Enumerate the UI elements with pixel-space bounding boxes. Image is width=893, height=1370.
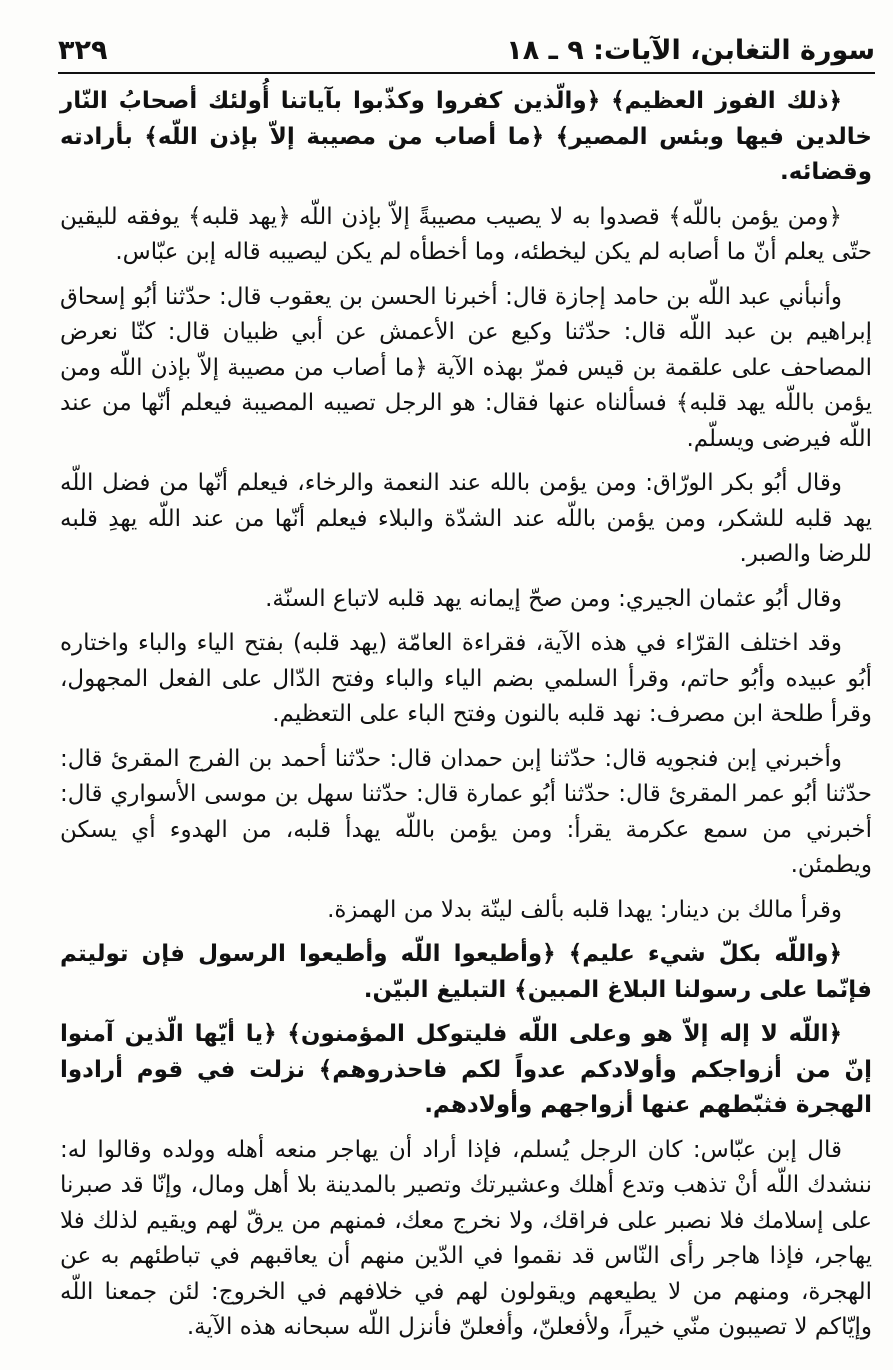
paragraph: وأنبأني عبد اللّه بن حامد إجازة قال: أخبرنا الحسن بن يعقوب قال: حدّثنا أبُو إسحاق إبراهيم بن عبد اللّه قال: حدّثنا وكيع عن الأعمش عن أبي ظبيان قال: كنّا نعرض المصاحف على علقمة بن قيس فمرّ بهذه الآية ﴿ما أصاب من مصيبة إلاّ بإذن اللّه ومن يؤمن باللّه يهد قلبه﴾ فسألناه عنها فقال: هو الرجل تصيبه المصيبة فيعلم أنّها من عند اللّه فيرضى ويسلّم. — [60, 283, 872, 452]
paragraph: وقال أبُو بكر الورّاق: ومن يؤمن بالله عند النعمة والرخاء، فيعلم أنّها من فضل اللّه يهد قلبه للشكر، ومن يؤمن باللّه عند الشدّة والبلاء فيعلم أنّها من عند اللّه يهدِ قلبه للرضا والصبر. — [60, 470, 872, 567]
paragraph: ﴿اللّه لا إله إلاّ هو وعلى اللّه فليتوكل المؤمنون﴾ ﴿يا أيّها الّذين آمنوا إنّ من أزواجكم وأولادكم عدواً لكم فاحذروهم﴾ نزلت في قوم أرادوا الهجرة فثبّطهم عنها أزواجهم وأولادهم. — [60, 1021, 872, 1118]
paragraph: وقرأ مالك بن دينار: يهدا قلبه بألف لينّة بدلا من الهمزة. — [327, 896, 842, 923]
page-number: ٣٢٩ — [58, 34, 108, 66]
paragraph: ﴿ومن يؤمن باللّه﴾ قصدوا به لا يصيب مصيبةً إلاّ بإذن اللّه ﴿يهد قلبه﴾ يوفقه لليقين حتّى يعلم أنّ ما أصابه لم يكن ليخطئه، وما أخطأه لم يكن ليصيبه قاله إبن عبّاس. — [60, 203, 872, 265]
paragraph: وقد اختلف القرّاء في هذه الآية، فقراءة العامّة (يهد قلبه) بفتح الياء والباء واختاره أبُو عبيده وأبُو حاتم، وقرأ السلمي بضم الياء والباء وفتح الدّال على الفعل المجهول، وقرأ طلحة ابن مصرف: نهد قلبه بالنون وفتح الباء على التعظيم. — [60, 630, 872, 727]
page-header — [58, 30, 875, 70]
paragraph: ﴿ذلك الفوز العظيم﴾ ﴿والّذين كفروا وكذّبوا بآياتنا أُولئك أصحابُ النّار خالدين فيها وبئس المصير﴾ ﴿ما أصاب من مصيبة إلاّ بإذن اللّه﴾ بأرادته وقضائه. — [60, 88, 872, 185]
page-body — [60, 84, 872, 1355]
paragraph: وأخبرني إبن فنجويه قال: حدّثنا إبن حمدان قال: حدّثنا أحمد بن الفرج المقرئ قال: حدّثنا أبُو عمر المقرئ قال: حدّثنا أبُو عمارة قال: حدّثنا سهل بن موسى الأسواري قال: أخبرني من سمع عكرمة يقرأ: ومن يؤمن باللّه يهدأ قلبه، من الهدوء أي يسكن ويطمئن. — [60, 745, 872, 878]
paragraph: وقال أبُو عثمان الجيري: ومن صحّ إيمانه يهد قلبه لاتباع السنّة. — [265, 585, 842, 612]
paragraph: قال إبن عبّاس: كان الرجل يُسلم، فإذا أراد أن يهاجر منعه أهله وولده وقالوا له: ننشدك اللّه أنْ تذهب وتدع أهلك وعشيرتك وتصير بالمدينة بلا أهل ومال، وإنّا قد صبرنا على إسلامك فلا نصبر على فراقك، ولا نخرج معك، فمنهم من يرقّ لهم ويقيم لذلك فلا يهاجر، فإذا هاجر رأى النّاس قد نقموا في الدّين منهم أن يعاقبهم في تباطئهم به عن الهجرة، ومنهم من لا يطيعهم ويقولون لهم في خلافهم في الخروج: لئن جمعنا اللّه وإيّاكم لا تصيبون منّي خيراً، ولأفعلنّ، وأفعلنّ فأنزل اللّه سبحانه هذه الآية. — [60, 1136, 872, 1340]
running-title: سورة التغابن، الآيات: ٩ ـ ١٨ — [506, 34, 875, 66]
paragraph: ﴿واللّه بكلّ شيء عليم﴾ ﴿وأطيعوا اللّه وأطيعوا الرسول فإن توليتم فإنّما على رسولنا البلاغ المبين﴾ التبليغ البيّن. — [60, 941, 872, 1003]
header-divider — [58, 72, 875, 74]
